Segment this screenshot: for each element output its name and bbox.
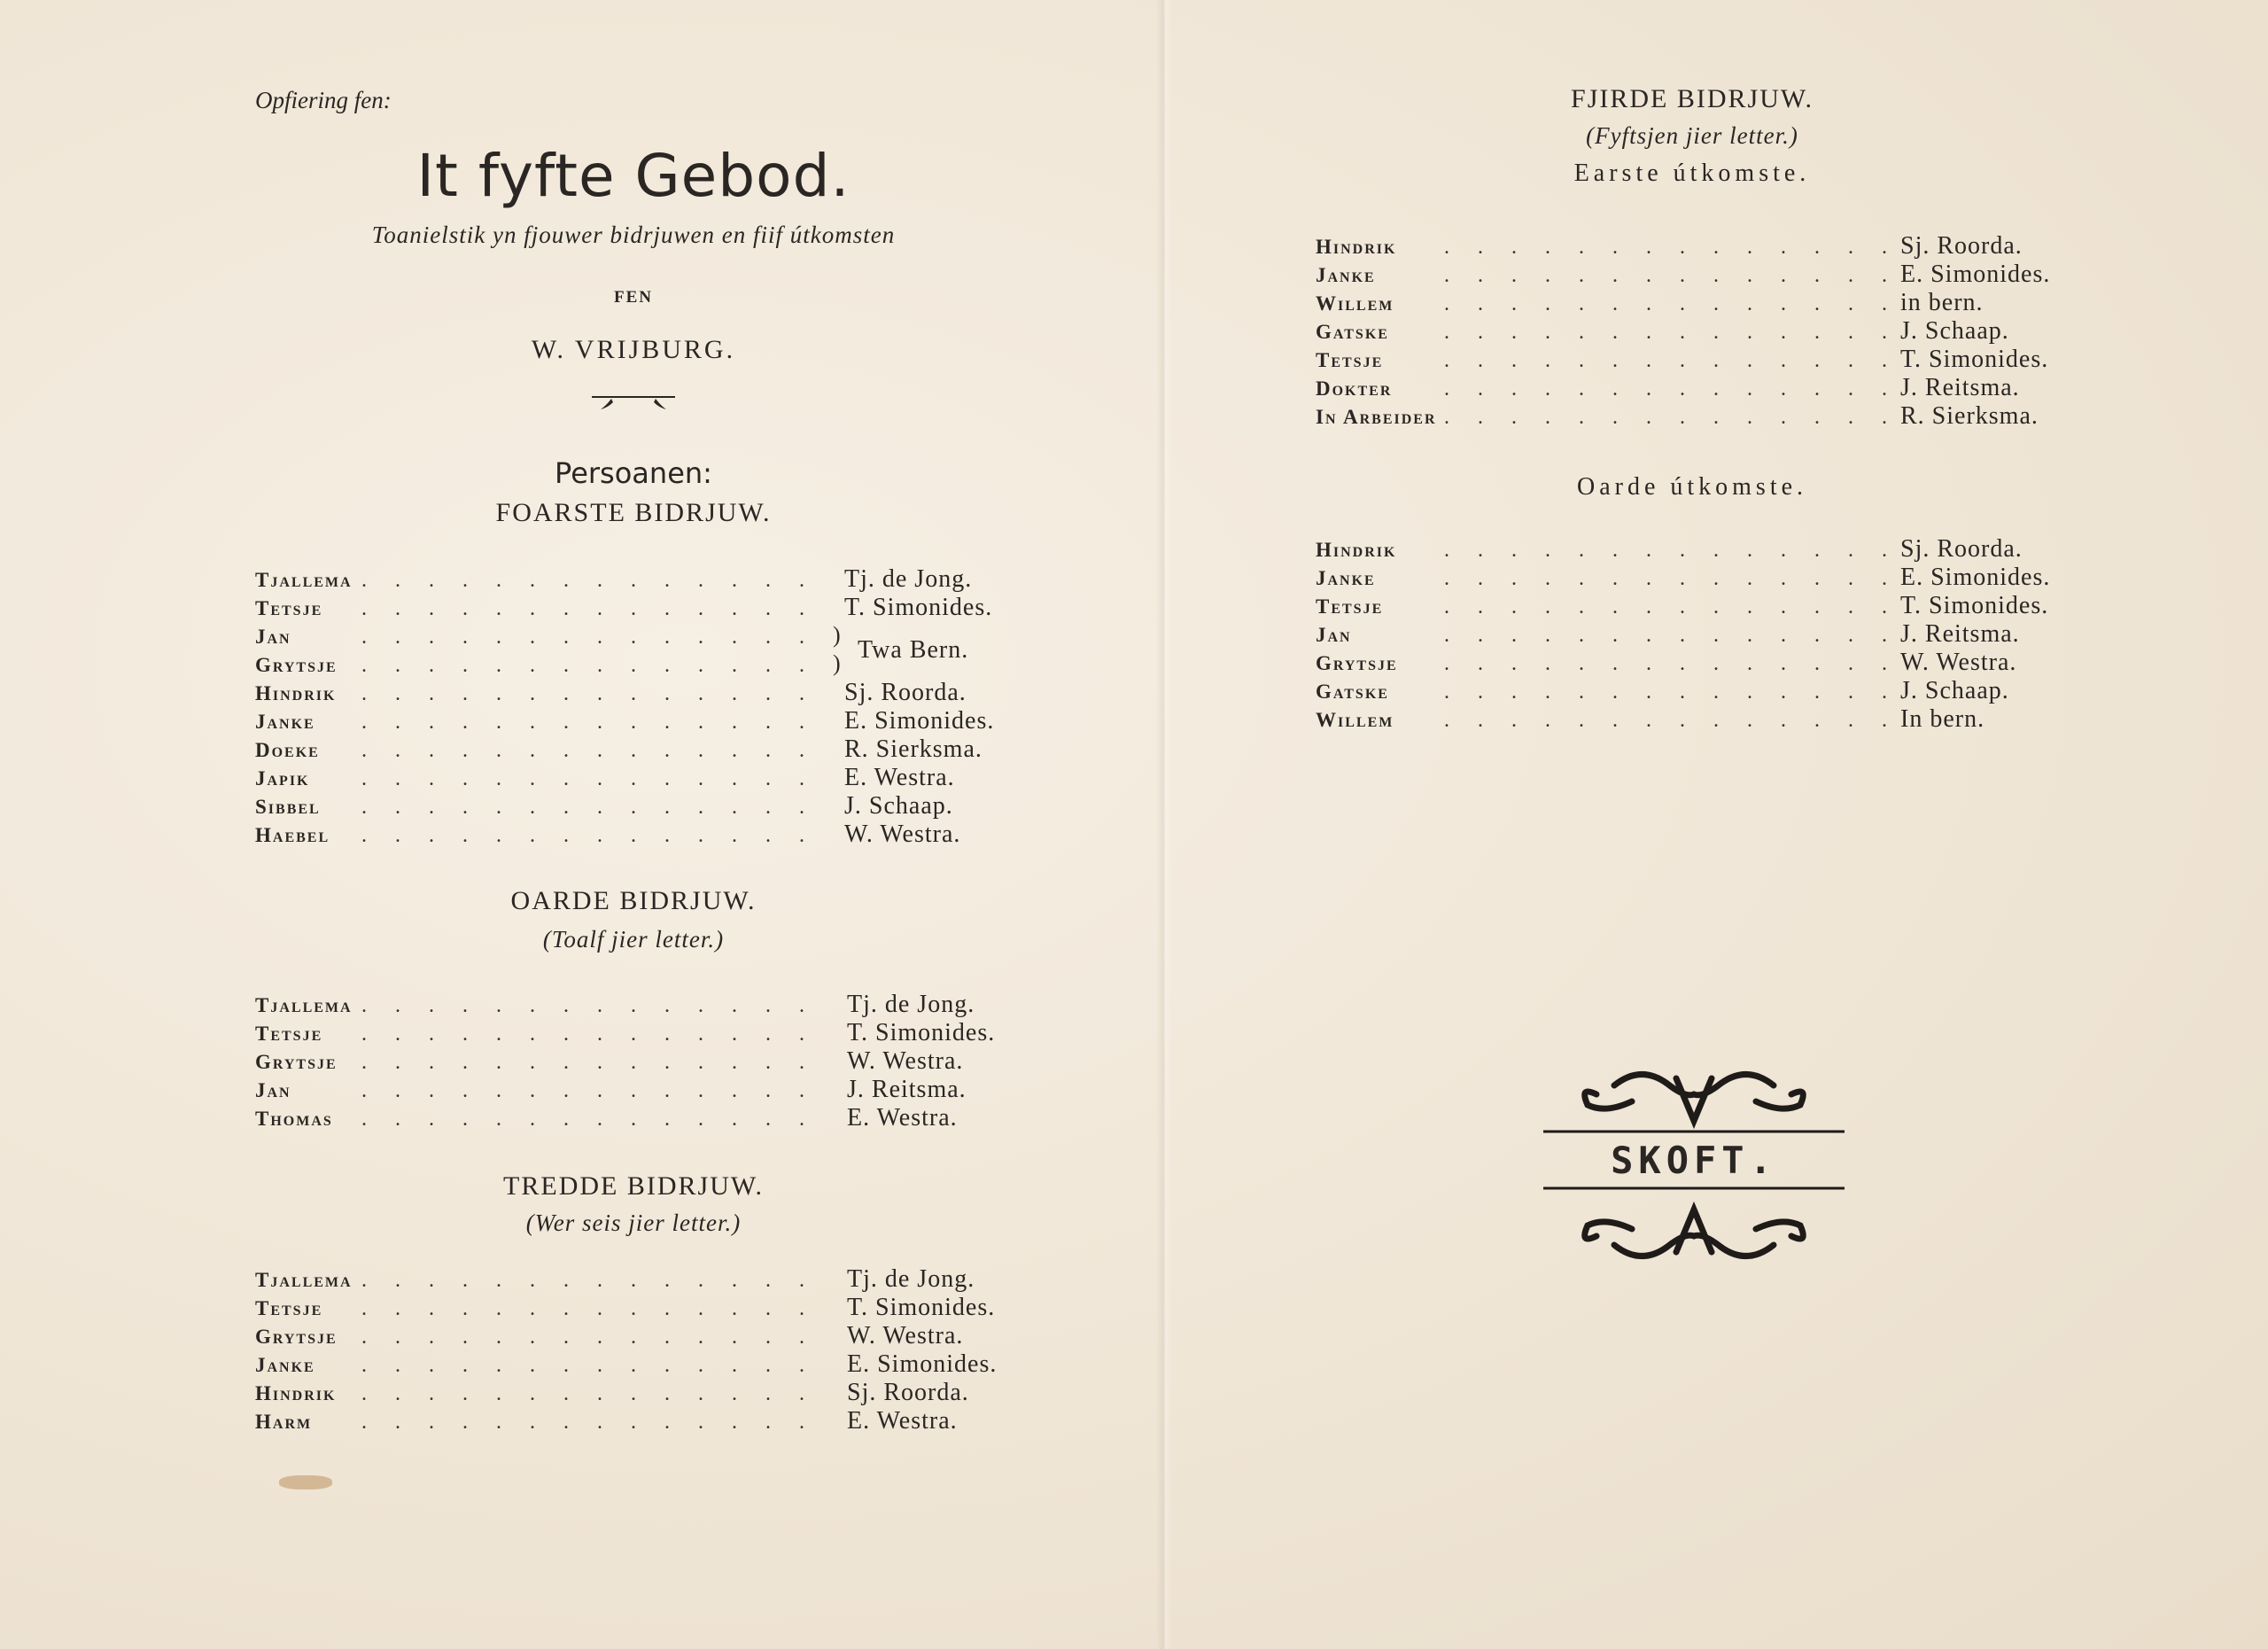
opfiering-label: Opfiering fen: [255, 87, 392, 113]
actor-name: Tj. de Jong. [847, 1265, 975, 1293]
act3-title: TREDDE BIDRJUW. [503, 1171, 764, 1201]
dot-leader: . . . . . . . . . . . . . . [361, 739, 816, 762]
actor-name: T. Simonides. [844, 594, 993, 621]
actor-name: W. Westra. [847, 1322, 964, 1350]
actor-name: Tj. de Jong. [844, 565, 973, 593]
cast-row [1316, 677, 2113, 709]
dot-leader: . . . . . . . . . . . . . . [1444, 567, 1899, 590]
actor-name: E. Simonides. [1900, 261, 2051, 288]
role-name: Jan [255, 626, 291, 648]
actor-name: Tj. de Jong. [847, 991, 975, 1018]
role-name: Tetsje [255, 1297, 323, 1319]
actor-name: In bern. [1900, 705, 1985, 733]
actor-name: T. Simonides. [1900, 346, 2049, 373]
actor-name: T. Simonides. [1900, 592, 2049, 619]
dot-leader: . . . . . . . . . . . . . . [1444, 539, 1899, 562]
fen-label: FEN [614, 288, 653, 307]
role-name: Gatske [1316, 681, 1389, 703]
dot-leader: . . . . . . . . . . . . . . [361, 569, 816, 592]
bracket-bottom: ) [833, 650, 841, 676]
dot-leader: . . . . . . . . . . . . . . [1444, 681, 1899, 704]
dot-leader: . . . . . . . . . . . . . . [1444, 595, 1899, 618]
play-subtitle: Toanielstik yn fjouwer bidrjuwen en fiif útkomsten [371, 222, 896, 248]
dot-leader: . . . . . . . . . . . . . . [1444, 709, 1899, 732]
actor-name: E. Westra. [847, 1407, 958, 1435]
role-name: Willem [1316, 292, 1394, 315]
dot-leader: . . . . . . . . . . . . . . [361, 994, 816, 1017]
role-name: Tjallema [255, 569, 353, 591]
role-name: Jan [1316, 624, 1352, 646]
dot-leader: . . . . . . . . . . . . . . [361, 1023, 816, 1046]
actor-name: Sj. Roorda. [1900, 535, 2023, 563]
dot-leader: . . . . . . . . . . . . . . [361, 1108, 816, 1131]
act1-title: FOARSTE BIDRJUW. [495, 498, 772, 527]
dot-leader: . . . . . . . . . . . . . . [1444, 624, 1899, 647]
act4-scene1-cast-list [1316, 232, 2113, 434]
actor-name: W. Westra. [844, 821, 961, 848]
dot-leader: . . . . . . . . . . . . . . [1444, 292, 1899, 315]
role-name: Thomas [255, 1108, 333, 1130]
dot-leader: . . . . . . . . . . . . . . [361, 711, 816, 734]
bracket-top: ) [833, 622, 841, 648]
cast-row [1316, 705, 2113, 737]
act2-subtitle: (Toalf jier letter.) [542, 926, 725, 953]
actor-name: J. Reitsma. [1900, 620, 2020, 648]
author-name: W. VRIJBURG. [531, 335, 736, 364]
dot-leader: . . . . . . . . . . . . . . [361, 654, 816, 677]
role-name: Willem [1316, 709, 1394, 731]
role-name: In Arbeider [1316, 406, 1437, 428]
role-name: Japik [255, 767, 310, 789]
role-name: Grytsje [255, 1326, 338, 1348]
dot-leader: . . . . . . . . . . . . . . [1444, 652, 1899, 675]
cast-row [255, 1104, 1035, 1136]
dot-leader: . . . . . . . . . . . . . . [361, 1079, 816, 1102]
dot-leader: . . . . . . . . . . . . . . [361, 796, 816, 819]
role-name: Jan [255, 1079, 291, 1101]
dot-leader: . . . . . . . . . . . . . . [1444, 349, 1899, 372]
role-name: Haebel [255, 824, 330, 846]
act4-scene1-title: Earste útkomste. [1573, 159, 1811, 187]
role-name: Tjallema [255, 994, 353, 1016]
dot-leader: . . . . . . . . . . . . . . [361, 597, 816, 620]
skoft-label: SKOFT. [1611, 1139, 1777, 1182]
role-name: Tetsje [255, 1023, 323, 1045]
paper-stain [279, 1475, 332, 1490]
dot-leader: . . . . . . . . . . . . . . [361, 824, 816, 847]
role-name: Tetsje [255, 597, 323, 619]
persoanen-heading: Persoanen: [555, 456, 712, 490]
actor-name: W. Westra. [847, 1047, 964, 1075]
role-name: Janke [255, 711, 315, 733]
dot-leader: . . . . . . . . . . . . . . [361, 1297, 816, 1320]
actor-name: T. Simonides. [847, 1294, 996, 1321]
act2-title: OARDE BIDRJUW. [510, 886, 757, 915]
act4-scene2-title: Oarde útkomste. [1576, 473, 1808, 501]
role-name: Doeke [255, 739, 320, 761]
role-name: Grytsje [255, 654, 338, 676]
dot-leader: . . . . . . . . . . . . . . [1444, 406, 1899, 429]
actor-name: R. Sierksma. [844, 735, 983, 763]
actor-name: E. Simonides. [844, 707, 995, 735]
role-name: Janke [1316, 567, 1376, 589]
actor-name: J. Reitsma. [847, 1076, 967, 1103]
dot-leader: . . . . . . . . . . . . . . [1444, 264, 1899, 287]
dot-leader: . . . . . . . . . . . . . . [361, 1051, 816, 1074]
dot-leader: . . . . . . . . . . . . . . [361, 1354, 816, 1377]
actor-name: E. Westra. [844, 764, 955, 791]
act4-subtitle: (Fyftsjen jier letter.) [1586, 122, 1798, 149]
role-name: Hindrik [1316, 236, 1397, 258]
role-name: Janke [255, 1354, 315, 1376]
role-name: Dokter [1316, 377, 1393, 400]
act4-scene2-cast-list [1316, 535, 2113, 737]
role-name: Tetsje [1316, 349, 1384, 371]
role-name: Sibbel [255, 796, 321, 818]
dot-leader: . . . . . . . . . . . . . . [361, 1411, 816, 1434]
dot-leader: . . . . . . . . . . . . . . [361, 1269, 816, 1292]
actor-name: W. Westra. [1900, 649, 2017, 676]
actor-name: T. Simonides. [847, 1019, 996, 1046]
page-fold [1156, 0, 1172, 1649]
actor-name: E. Simonides. [847, 1350, 998, 1378]
actor-name: J. Schaap. [1900, 677, 2009, 704]
role-name: Grytsje [255, 1051, 338, 1073]
role-name: Tetsje [1316, 595, 1384, 618]
actor-name: R. Sierksma. [1900, 402, 2039, 430]
dot-leader: . . . . . . . . . . . . . . [361, 1326, 816, 1349]
role-name: Hindrik [1316, 539, 1397, 561]
act1-cast-list [255, 565, 1035, 852]
role-name: Hindrik [255, 682, 337, 704]
act3-subtitle: (Wer seis jier letter.) [525, 1210, 742, 1236]
small-ornament-icon [585, 393, 682, 419]
act4-title: FJIRDE BIDRJUW. [1571, 84, 1814, 113]
actor-name: in bern. [1900, 289, 1984, 316]
dot-leader: . . . . . . . . . . . . . . [1444, 321, 1899, 344]
cast-row [255, 821, 1035, 852]
role-name: Gatske [1316, 321, 1389, 343]
actor-name: E. Westra. [847, 1104, 958, 1132]
role-name: Janke [1316, 264, 1376, 286]
play-title: It fyfte Gebod. [416, 142, 850, 210]
cast-row [1316, 402, 2113, 434]
actor-name: Sj. Roorda. [1900, 232, 2023, 260]
actor-name: Sj. Roorda. [844, 679, 967, 706]
dot-leader: . . . . . . . . . . . . . . [1444, 236, 1899, 259]
actor-name: Sj. Roorda. [847, 1379, 969, 1406]
role-name: Hindrik [255, 1382, 337, 1404]
actor-name: J. Schaap. [844, 792, 953, 820]
dot-leader: . . . . . . . . . . . . . . [361, 1382, 816, 1405]
dot-leader: . . . . . . . . . . . . . . [361, 767, 816, 790]
actor-name: J. Schaap. [1900, 317, 2009, 345]
cast-row [255, 1407, 1035, 1439]
cast-row [255, 622, 1035, 664]
dot-leader: . . . . . . . . . . . . . . [1444, 377, 1899, 401]
role-name: Grytsje [1316, 652, 1398, 674]
act2-cast-list [255, 991, 1035, 1136]
skoft-block [1543, 1059, 1845, 1272]
cast-row [255, 594, 1035, 626]
twa-bern-label: Twa Bern. [858, 636, 969, 664]
actor-name: J. Reitsma. [1900, 374, 2020, 401]
dot-leader: . . . . . . . . . . . . . . [361, 682, 816, 705]
dot-leader: . . . . . . . . . . . . . . [361, 626, 816, 649]
role-name: Tjallema [255, 1269, 353, 1291]
actor-name: E. Simonides. [1900, 564, 2051, 591]
role-name: Harm [255, 1411, 313, 1433]
act3-cast-list [255, 1265, 1035, 1439]
cast-row [1316, 261, 2113, 292]
